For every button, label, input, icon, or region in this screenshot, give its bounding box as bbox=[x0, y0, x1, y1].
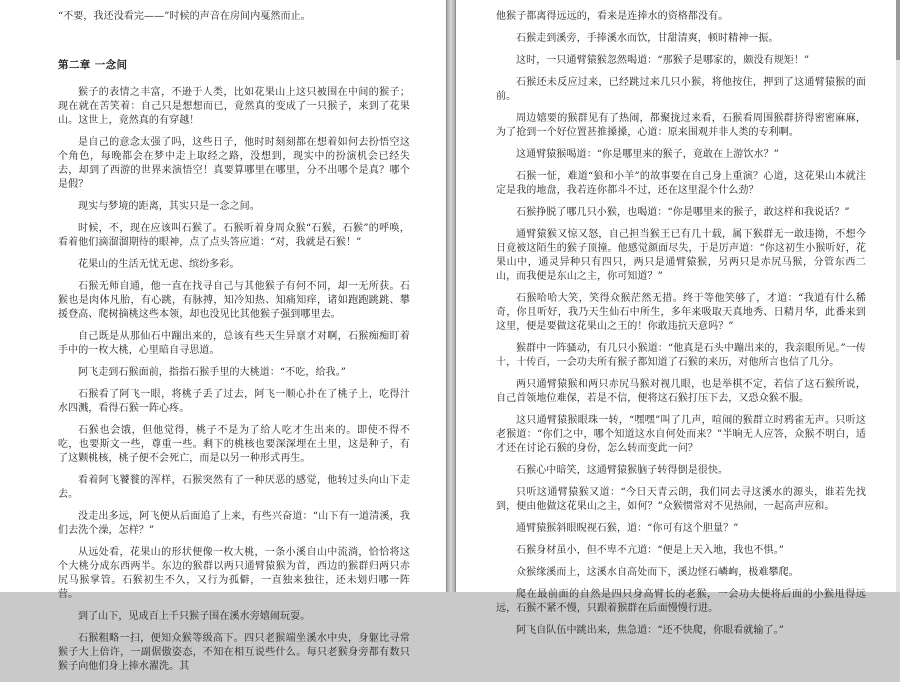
paragraph: 这时，一只通臂猿猴忽然喝道：“那猴子是哪家的，颇没有规矩！” bbox=[516, 55, 810, 66]
paragraph: 石猴还未反应过来，已经跳过来几只小猴，将他按住，押到了这通臂猿猴的面前。 bbox=[496, 77, 866, 102]
paragraph: 石猴挣脱了哪几只小猴，也喝道：“你是哪里来的猴子，敢这样和我说话？” bbox=[516, 207, 850, 218]
paragraph: 爬在最前面的自然是四只身高臂长的老猴，一会功夫便将后面的小猴甩得远远，石猴不紧不慢，只跟着猴群在后面慢慢行进。 bbox=[496, 589, 866, 614]
paragraph: 石猴心中暗笑，这通臂猿猴脑子转得倒是很快。 bbox=[516, 465, 729, 476]
paragraph: 通臂猿猴又惊又怒，自己担当猴王已有几十载，属下猴群无一敢违拗，不想今日竟被这陌生的猴子顶撞。他感觉颜面尽失，于是厉声道：“你这初生小猴听好，花果山中，通灵异种只有四只，两只是通臂猿猴，另两只是赤尻马猴，分管东西二山，而我便是东山之主，你可知道？” bbox=[496, 229, 866, 282]
paragraph: 通臂猿猴斜眼睨视石猴，道：“你可有这个胆量？” bbox=[516, 523, 739, 534]
paragraph: 阿飞走到石猴面前，指指石猴手里的大桃道：“不吃，给我。” bbox=[78, 367, 347, 378]
paragraph: 石猴一怔，难道“狼和小羊”的故事要在自己身上重演？心道，这花果山本就注定是我的地盘，我若连你都斗不过，还在这里混个什么劲？ bbox=[496, 171, 866, 196]
paragraph: 只听这通臂猿猴又道：“今日天青云朗，我们同去寻这溪水的源头，谁若先找到，便由他做这花果山之主，如何？”众猴惯常对不见热闹，一起高声应和。 bbox=[496, 487, 866, 512]
page-left-text-column bbox=[58, 10, 410, 682]
paragraph: 猴子的表情之丰富，不逊于人类，比如花果山上这只被围在中间的猴子；现在就在苦笑着：自己只是想想而已，竟然真的变成了一只猴子，来到了花果山。这世上，竟然真的有穿越！ bbox=[58, 87, 410, 126]
opening-line: “不要，我还没看完——”时候的声音在房间内戛然而止。 bbox=[58, 11, 311, 22]
paragraph: 这通臂猿猴喝道：“你是哪里来的猴子，竟敢在上游饮水？” bbox=[516, 149, 779, 160]
paragraph: 没走出多远，阿飞便从后面追了上来，有些兴奋道：“山下有一道清溪，我们去洗个澡，怎样？” bbox=[58, 511, 410, 536]
paragraph: 石猴看了阿飞一眼，将桃子丢了过去，阿飞一顺心扑在了桃子上，吃得汁水四溅，看得石猴一阵心疼。 bbox=[58, 389, 410, 414]
page-right-text-column bbox=[496, 10, 866, 646]
paragraph: 到了山下，见成百上千只猴子围在溪水旁嬉闹玩耍。 bbox=[78, 611, 311, 622]
page-gutter bbox=[447, 0, 455, 592]
paragraph: 石猴也会饿，但他觉得，桃子不是为了给人吃才生出来的。即使不得不吃，也要斯文一些，尊重一些。剩下的桃核也要深深埋在土里，这是种子，有了这颗桃核，桃子便不会死亡，而是以另一种形式再生。 bbox=[58, 425, 410, 464]
paragraph: 周边嬉要的猴群见有了热闹，都聚拢过来看，石猴看周围猴群挤得密密麻麻，为了抢到一个好位置甚推搡搡，心道：原来围观并非人类的专利啊。 bbox=[496, 113, 866, 138]
paragraph: 猴群中一阵骚动，有几只小猴道：“他真是石头中蹦出来的，我亲眼所见。”一传十，十传百，一会功夫所有猴子都知道了石猴的来历，对他所言也信了几分。 bbox=[496, 343, 866, 368]
paragraph: 时候，不，现在应该叫石猴了。石猴听着身周众猴“石猴，石猴”的呼唤，看着他们滴溜溜期待的眼神，点了点头答应道：“对，我就是石猴！” bbox=[58, 223, 410, 248]
paragraph: 石猴哈哈大笑，笑得众猴茫然无措。终于等他笑够了，才道：“我道有什么稀奇，你且听好，我乃天生仙石中所生，多年来吸取天真地秀、日精月华，此番来到这里，便是要做这花果山之王的！你敢违抗天意吗？” bbox=[496, 293, 866, 332]
paragraph: 从远处看，花果山的形状便像一枚大桃，一条小溪自山中流淌，恰恰将这个大桃分成东西两半。东边的猴群以两只通臂猿猴为首，西边的猴群归两只赤尻马猴掌管。石猴初生不久，又行为孤僻，一直独来独往，还未划归哪一阵营。 bbox=[58, 547, 410, 600]
paragraph: 是自己的意念太强了吗，这些日子，他时时刻刻都在想着如何去扮悟空这个角色，每晚都会在梦中走上取经之路，没想到，现实中的扮演机会已经失去，却到了西游的世界来演悟空！真要算哪里在哪里，分不出哪个是真？哪个是假？ bbox=[58, 137, 410, 190]
paragraph: 石猴走到溪旁，手捧溪水而饮，甘甜清爽，顿时精神一振。 bbox=[516, 33, 779, 44]
scrollbar-thumb[interactable] bbox=[896, 0, 900, 60]
paragraph: 石猴身材虽小，但不卑不亢道：“便是上天入地，我也不惧。” bbox=[516, 545, 785, 556]
paragraph: 阿飞自队伍中跳出来，焦急道：“还不快爬，你眼看就输了。” bbox=[516, 625, 785, 636]
document-page-right bbox=[455, 0, 900, 636]
paragraph: 他猴子都离得远远的，看来是连捧水的资格都没有。 bbox=[496, 11, 729, 22]
paragraph: 花果山的生活无忧无虑、缤纷多彩。 bbox=[78, 259, 240, 270]
paragraph: 石猴粗略一扫，便知众猴等级高下。四只老猴端坐溪水中央，身躯比寻常猴子大上倍许，一副倨傲姿态，不知在相互说些什么。每只老猴身旁都有数只猴子向他们身上捧水濯洗。其 bbox=[58, 633, 410, 672]
paragraph: 两只通臂猿猴和两只赤尻马猴对视几眼，也是举棋不定，若信了这石猴所说，自己首领地位难保，若是不信，便将这石猴打压下去，又恐众猴不服。 bbox=[496, 379, 866, 404]
paragraph: 看着阿飞饕餮的浑样，石猴突然有了一种厌恶的感觉，他转过头向山下走去。 bbox=[58, 475, 410, 500]
chapter-title: 第二章 一念间 bbox=[58, 59, 128, 71]
document-page-left bbox=[0, 0, 447, 672]
paragraph: 众猴缘溪而上，这溪水自高处而下，溪边怪石嶙峋，极难攀爬。 bbox=[516, 567, 799, 578]
paragraph: 自己既是从那仙石中蹦出来的，总该有些天生异禀才对啊，石猴痴痴盯着手中的一枚大桃，心里暗自寻思道。 bbox=[58, 331, 410, 356]
paragraph: 现实与梦境的距离，其实只是一念之间。 bbox=[78, 201, 260, 212]
paragraph: 石猴无师自通，他一直在找寻自己与其他猴子有何不同，却一无所获。石猴也是肉体凡胎，有心跳，有脉搏，知冷知热、知痛知痒，诸如跑跑跳跳、攀援登高、爬树摘桃这些本领，却也没见比其他猴子强到哪里去。 bbox=[58, 281, 410, 320]
paragraph: 这只通臂猿猴眼珠一转，“嘿嘿”叫了几声，喧闹的猴群立时鸦雀无声。只听这老猴道：“你们之中，哪个知道这水自何处而来？”半晌无人应答，众猴不明白，适才还在讨论石猴的身份，怎么转而变此一问？ bbox=[496, 415, 866, 454]
vertical-scrollbar[interactable] bbox=[896, 0, 900, 592]
